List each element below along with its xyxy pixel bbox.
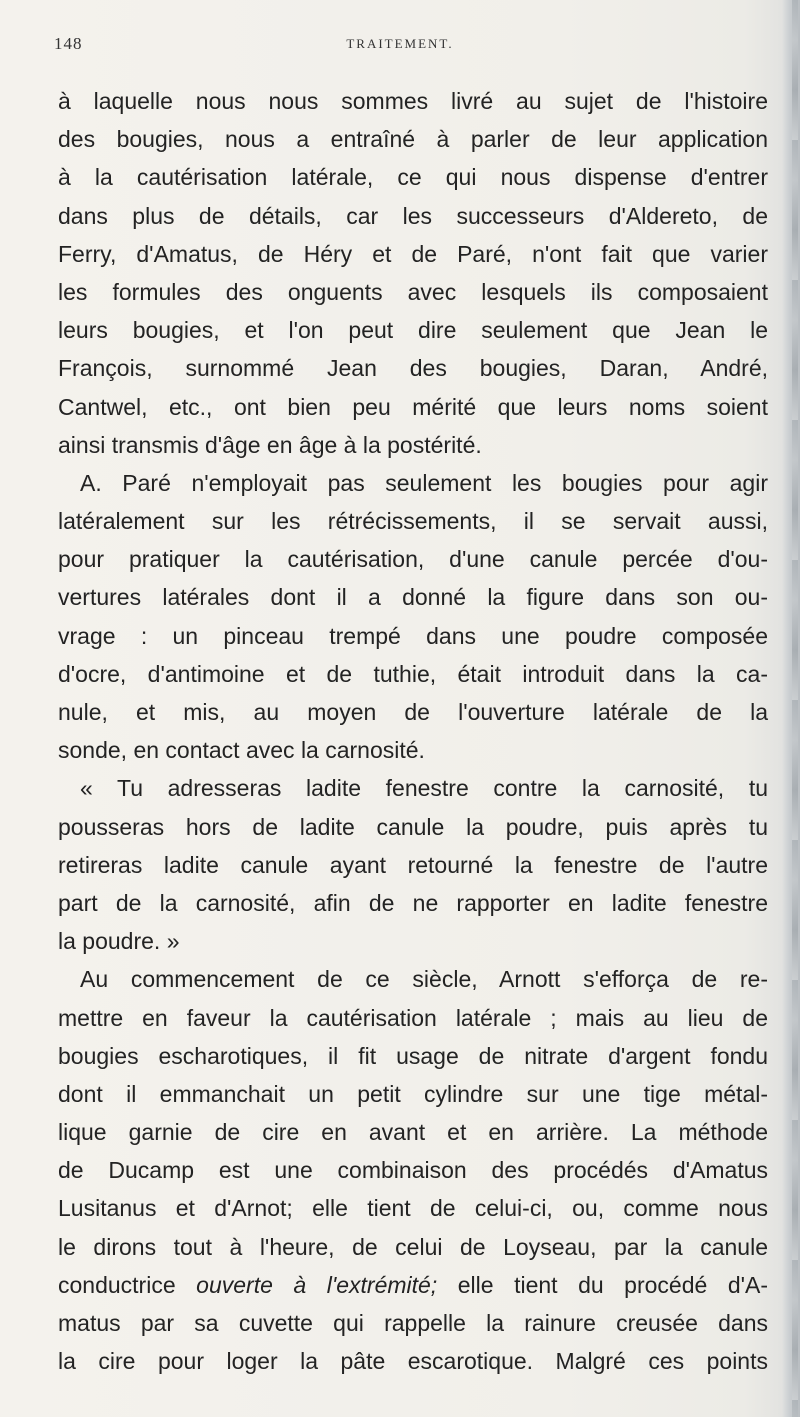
binding-strip <box>792 0 798 1417</box>
text-line: A. Paré n'employait pas seulement les bougies pour agir <box>80 469 768 496</box>
text-line: dont il emmanchait un petit cylindre sur une tige métal- <box>58 1080 768 1107</box>
text-line: Lusitanus et d'Arnot; elle tient de celui-ci, ou, comme nous <box>58 1195 768 1222</box>
page-number: 148 <box>54 34 83 53</box>
page-header <box>0 34 800 60</box>
text-line: le dirons tout à l'heure, de celui de Loyseau, par la canule <box>58 1233 768 1260</box>
text-line: la poudre. » <box>58 928 180 955</box>
text-line: bougies escharotiques, il fit usage de nitrate d'argent fondu <box>58 1042 768 1069</box>
text-line: ainsi transmis d'âge en âge à la postérité. <box>58 431 482 458</box>
running-head: TRAITEMENT. <box>346 36 454 51</box>
text-line: Cantwel, etc., ont bien peu mérité que leurs noms soient <box>58 393 768 420</box>
text-line: pousseras hors de ladite canule la poudre, puis après tu <box>58 813 768 840</box>
text-line: la cire pour loger la pâte escarotique. Malgré ces points <box>58 1348 768 1375</box>
text-line: vrage : un pinceau trempé dans une poudre composée <box>58 622 768 649</box>
italic-phrase: ouverte à l'extrémité; <box>196 1271 438 1298</box>
text-line: François, surnommé Jean des bougies, Daran, André, <box>58 355 768 382</box>
text-line: vertures latérales dont il a donné la figure dans son ou- <box>58 584 768 611</box>
text-line: part de la carnosité, afin de ne rapporter en ladite fenestre <box>58 889 768 916</box>
text-line: mettre en faveur la cautérisation latérale ; mais au lieu de <box>58 1004 768 1031</box>
text-line: Ferry, d'Amatus, de Héry et de Paré, n'ont fait que varier <box>58 240 768 267</box>
text-line-mixed <box>58 1266 768 1304</box>
text-line: latéralement sur les rétrécissements, il se servait aussi, <box>58 508 768 535</box>
text-line: nule, et mis, au moyen de l'ouverture latérale de la <box>58 699 768 725</box>
text-line: « Tu adresseras ladite fenestre contre la carnosité, tu <box>80 775 768 802</box>
text-line: d'ocre, d'antimoine et de tuthie, était introduit dans la ca- <box>58 660 768 687</box>
text-line: retireras ladite canule ayant retourné la fenestre de l'autre <box>58 851 768 878</box>
text-line: de Ducamp est une combinaison des procédés d'Amatus <box>58 1157 768 1184</box>
text-segment: conductrice <box>58 1271 176 1298</box>
text-line: à laquelle nous nous sommes livré au sujet de l'histoire <box>58 88 768 114</box>
text-line: pour pratiquer la cautérisation, d'une canule percée d'ou- <box>58 546 768 573</box>
body-text <box>58 82 768 1380</box>
text-line: les formules des onguents avec lesquels ils composaient <box>58 278 768 305</box>
text-line: dans plus de détails, car les successeurs d'Aldereto, de <box>58 202 768 229</box>
text-line: à la cautérisation latérale, ce qui nous dispense d'entrer <box>58 164 768 191</box>
text-line: matus par sa cuvette qui rappelle la rainure creusée dans <box>58 1310 768 1336</box>
text-line: leurs bougies, et l'on peut dire seulement que Jean le <box>58 317 768 344</box>
text-segment: elle tient du procédé d'A- <box>457 1271 769 1298</box>
text-line: sonde, en contact avec la carnosité. <box>58 737 425 764</box>
text-line: lique garnie de cire en avant et en arrière. La méthode <box>58 1119 768 1146</box>
text-line: des bougies, nous a entraîné à parler de leur application <box>58 126 768 153</box>
text-line: Au commencement de ce siècle, Arnott s'efforça de re- <box>80 966 768 993</box>
